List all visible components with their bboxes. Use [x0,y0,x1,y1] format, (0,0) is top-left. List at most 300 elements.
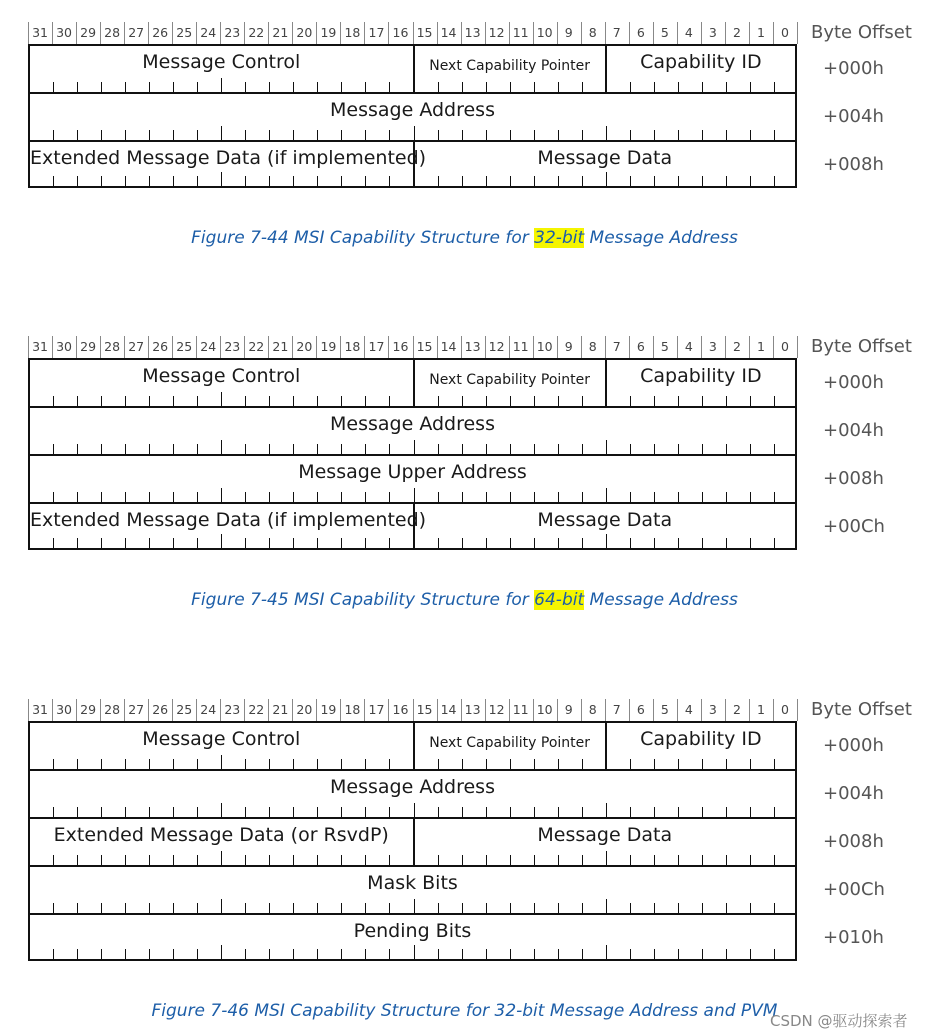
bit-tick [510,903,511,913]
bit-tick [269,176,270,186]
bit-tick [173,176,174,186]
bit-tick [654,444,655,454]
field-label: Next Capability Pointer [429,58,591,74]
bit-tick [534,82,535,92]
bit-number: 20 [296,339,313,354]
field-label: Message Control [142,728,301,750]
bit-tick [726,903,727,913]
bit-tick [269,759,270,769]
bit-number: 4 [684,702,693,717]
bit-tick [149,759,150,769]
register-row [28,817,797,865]
bit-tick [77,759,78,769]
bit-separator [605,699,606,721]
bit-tick [582,396,583,406]
bit-tick [293,855,294,865]
bit-number: 17 [368,702,385,717]
bit-tick [438,82,439,92]
bit-separator [629,699,630,721]
bit-tick [77,176,78,186]
bit-tick [558,130,559,140]
bit-tick [534,759,535,769]
bit-number: 14 [440,702,457,717]
field-label: Message Control [142,365,301,387]
bit-number: 0 [781,339,789,354]
bit-tick [149,176,150,186]
bit-number: 10 [536,25,553,40]
caption-suffix: Message Address [584,590,738,610]
bit-tick [317,949,318,959]
bit-separator [340,336,341,358]
bit-separator [244,699,245,721]
bit-number: 1 [756,25,765,40]
bit-tick [774,855,775,865]
bit-tick [125,855,126,865]
bit-tick [486,130,487,140]
bit-separator [533,22,534,44]
bit-separator [172,699,173,721]
bit-tick [173,855,174,865]
byte-offset-header: Byte Offset [811,22,912,43]
bit-tick [317,444,318,454]
bit-separator [533,699,534,721]
bit-tick [750,759,751,769]
bit-tick [462,855,463,865]
bit-tick [197,903,198,913]
bit-number: 18 [344,702,361,717]
register-figure [0,699,929,965]
bit-tick [486,176,487,186]
register-row [28,454,797,502]
bit-tick [269,82,270,92]
field-label: Message Data [537,147,673,169]
bit-separator [485,336,486,358]
bit-tick [558,176,559,186]
bit-separator [509,22,510,44]
bit-tick [462,949,463,959]
bit-tick [462,492,463,502]
bit-tick [365,807,366,817]
bit-separator [28,336,29,358]
caption-prefix: Figure 7-45 MSI Capability Structure for [191,590,535,610]
bit-separator [292,699,293,721]
bit-tick [774,444,775,454]
bit-tick [77,807,78,817]
bit-tick [125,903,126,913]
bit-number: 4 [684,25,693,40]
bit-tick [486,396,487,406]
bit-separator [172,22,173,44]
bit-number: 26 [152,339,169,354]
caption-highlight: 32-bit [534,228,585,248]
bit-number: 30 [56,339,72,354]
bit-separator [52,336,53,358]
bit-tick [77,903,78,913]
bit-number: 0 [781,702,789,717]
bit-number: 20 [296,25,313,40]
byte-offset-value: +010h [823,927,884,948]
bit-separator [413,336,414,358]
bit-number: 25 [176,339,193,354]
bit-separator [196,336,197,358]
bit-number: 7 [612,25,621,40]
bit-tick [317,176,318,186]
bit-tick [606,899,607,913]
bit-separator [220,336,221,358]
bit-tick [486,807,487,817]
bit-number: 25 [176,702,193,717]
bit-tick [197,759,198,769]
bit-separator [100,699,101,721]
field-label: Message Address [330,99,495,121]
bit-tick [582,538,583,548]
bit-tick [558,492,559,502]
bit-number: 3 [708,25,717,40]
bit-number: 19 [320,702,337,717]
bit-tick [365,492,366,502]
bit-tick [125,396,126,406]
bit-number: 11 [512,339,529,354]
bit-tick [606,851,607,865]
bit-separator [485,699,486,721]
bit-tick [365,538,366,548]
register-field [28,454,797,502]
bit-tick [125,492,126,502]
bit-tick [486,855,487,865]
bit-tick [582,949,583,959]
register-field [28,817,413,865]
bit-tick [774,82,775,92]
bit-tick [750,396,751,406]
bit-tick [462,759,463,769]
field-label: Message Address [330,776,495,798]
register-row [28,406,797,454]
bit-tick [389,903,390,913]
bit-tick [486,759,487,769]
figure-caption [0,228,929,248]
bit-separator [437,336,438,358]
bit-separator [725,336,726,358]
register-field [28,140,427,188]
bit-tick [365,176,366,186]
bit-tick [221,172,222,186]
bit-number-row [28,336,797,358]
bit-tick [53,396,54,406]
bit-tick [293,82,294,92]
field-label: Message Address [330,413,495,435]
bit-tick [462,903,463,913]
bit-separator [557,22,558,44]
bit-tick [221,945,222,959]
bit-separator [292,336,293,358]
bit-tick [438,176,439,186]
bit-number: 21 [272,339,289,354]
bit-tick [774,538,775,548]
bit-tick [317,903,318,913]
bit-tick [389,855,390,865]
bit-tick [269,444,270,454]
register-field [605,44,797,92]
bit-tick [341,949,342,959]
bit-tick [389,82,390,92]
bit-separator [749,699,750,721]
bit-tick [149,807,150,817]
bit-tick [750,903,751,913]
field-label: Next Capability Pointer [429,372,591,388]
register-figure [0,336,929,554]
bit-tick [630,82,631,92]
bit-number: 25 [176,25,193,40]
bit-number: 15 [416,702,433,717]
bit-separator [701,699,702,721]
byte-offset-value: +008h [823,831,884,852]
bit-separator [316,699,317,721]
bit-tick [341,492,342,502]
bit-tick [101,538,102,548]
byte-offset-value: +000h [823,58,884,79]
bit-separator [220,22,221,44]
bit-tick [582,492,583,502]
bit-tick [269,492,270,502]
bit-tick [197,807,198,817]
bit-number: 27 [128,702,145,717]
bit-tick [269,855,270,865]
bit-tick [317,759,318,769]
bit-tick [438,855,439,865]
bit-tick [77,855,78,865]
bit-separator [364,22,365,44]
bit-tick [630,130,631,140]
bit-separator [196,699,197,721]
bit-number: 5 [660,25,669,40]
bit-separator [388,336,389,358]
bit-tick [510,759,511,769]
bit-tick [654,538,655,548]
bit-tick [438,949,439,959]
bit-number: 5 [660,339,669,354]
bit-tick [221,488,222,502]
bit-separator [749,336,750,358]
bit-tick [702,176,703,186]
bit-tick [702,807,703,817]
bit-tick [750,538,751,548]
bit-tick [630,903,631,913]
bit-tick [221,78,222,92]
bit-tick [101,807,102,817]
watermark: CSDN @驱动探索者 [770,1012,908,1030]
byte-offset-header: Byte Offset [811,699,912,720]
bit-tick [53,444,54,454]
bit-separator [388,699,389,721]
bit-number: 27 [128,25,145,40]
bit-tick [245,130,246,140]
bit-separator [268,699,269,721]
bit-tick [293,130,294,140]
bit-tick [630,807,631,817]
bit-tick [245,903,246,913]
bit-tick [149,82,150,92]
bit-separator [701,22,702,44]
bit-separator [557,699,558,721]
bit-tick [245,492,246,502]
bit-tick [726,492,727,502]
bit-tick [149,855,150,865]
caption-highlight: 64-bit [534,590,585,610]
bit-number: 17 [368,339,385,354]
bit-tick [654,492,655,502]
bit-tick [462,807,463,817]
bit-separator [629,336,630,358]
bit-number: 2 [732,25,741,40]
register-field [413,44,605,92]
bit-separator [581,22,582,44]
bit-tick [125,444,126,454]
bit-separator [797,22,798,44]
bit-separator [797,336,798,358]
bit-number: 8 [588,25,597,40]
bit-tick [317,130,318,140]
bit-tick [678,855,679,865]
bit-tick [149,903,150,913]
bit-number: 4 [684,339,693,354]
register-field [28,769,797,817]
bit-tick [293,396,294,406]
bit-tick [726,444,727,454]
bit-separator [76,22,77,44]
bit-tick [678,949,679,959]
field-label: Capability ID [640,728,762,750]
bit-tick [197,492,198,502]
bit-separator [605,336,606,358]
bit-tick [341,903,342,913]
bit-number: 28 [104,339,121,354]
bit-tick [269,949,270,959]
bit-tick [702,538,703,548]
bit-tick [630,492,631,502]
bit-number: 8 [588,702,597,717]
bit-tick [389,807,390,817]
bit-tick [726,396,727,406]
bit-number: 22 [248,25,265,40]
bit-number: 14 [440,25,457,40]
bit-separator [725,699,726,721]
bit-tick [341,130,342,140]
bit-tick [125,538,126,548]
bit-tick [558,855,559,865]
bit-tick [389,759,390,769]
bit-tick [221,440,222,454]
register-row [28,769,797,817]
bit-tick [414,945,415,959]
bit-tick [77,396,78,406]
bit-tick [53,855,54,865]
bit-tick [101,176,102,186]
bit-tick [702,949,703,959]
bit-separator [316,336,317,358]
bit-number: 31 [32,25,48,40]
bit-tick [245,444,246,454]
bit-tick [53,759,54,769]
byte-offset-value: +004h [823,783,884,804]
bit-tick [534,903,535,913]
bit-tick [341,759,342,769]
bit-tick [245,949,246,959]
bit-separator [124,22,125,44]
byte-offset-value: +008h [823,468,884,489]
bit-tick [726,949,727,959]
bit-tick [125,759,126,769]
bit-number: 11 [512,702,529,717]
bit-tick [678,538,679,548]
bit-tick [365,130,366,140]
bit-separator [76,336,77,358]
register-row [28,865,797,913]
bit-number: 31 [32,339,48,354]
bit-tick [173,759,174,769]
bit-tick [534,807,535,817]
bit-tick [486,538,487,548]
bit-number: 14 [440,339,457,354]
bit-number: 13 [464,339,481,354]
bit-separator [437,22,438,44]
bit-tick [77,492,78,502]
bit-tick [726,176,727,186]
bit-separator [148,699,149,721]
bit-number: 23 [224,25,241,40]
bit-tick [678,82,679,92]
bit-tick [101,396,102,406]
bit-separator [316,22,317,44]
bit-tick [630,855,631,865]
bit-tick [630,949,631,959]
bit-tick [678,492,679,502]
bit-tick [582,759,583,769]
field-label: Capability ID [640,51,762,73]
bit-tick [630,538,631,548]
bit-separator [677,699,678,721]
bit-separator [196,22,197,44]
bit-tick [414,488,415,502]
field-label: Extended Message Data (or RsvdP) [53,824,389,846]
bit-tick [438,538,439,548]
bit-tick [486,903,487,913]
bit-tick [654,130,655,140]
bit-number: 1 [756,702,765,717]
bit-tick [582,176,583,186]
register-field [605,358,797,406]
bit-separator [509,699,510,721]
register-field [605,721,797,769]
bit-tick [101,492,102,502]
register-row [28,44,797,92]
bit-number-row [28,22,797,44]
bit-tick [101,130,102,140]
bit-number: 7 [612,339,621,354]
bit-tick [365,949,366,959]
bit-separator [76,699,77,721]
bit-tick [389,492,390,502]
bit-number: 1 [756,339,765,354]
bit-tick [221,755,222,769]
bit-number: 17 [368,25,385,40]
bit-tick [750,855,751,865]
byte-offset-value: +00Ch [823,879,885,900]
bit-tick [365,759,366,769]
bit-separator [701,336,702,358]
field-label: Extended Message Data (if implemented) [30,509,427,531]
register-field [413,721,605,769]
bit-number: 19 [320,25,337,40]
